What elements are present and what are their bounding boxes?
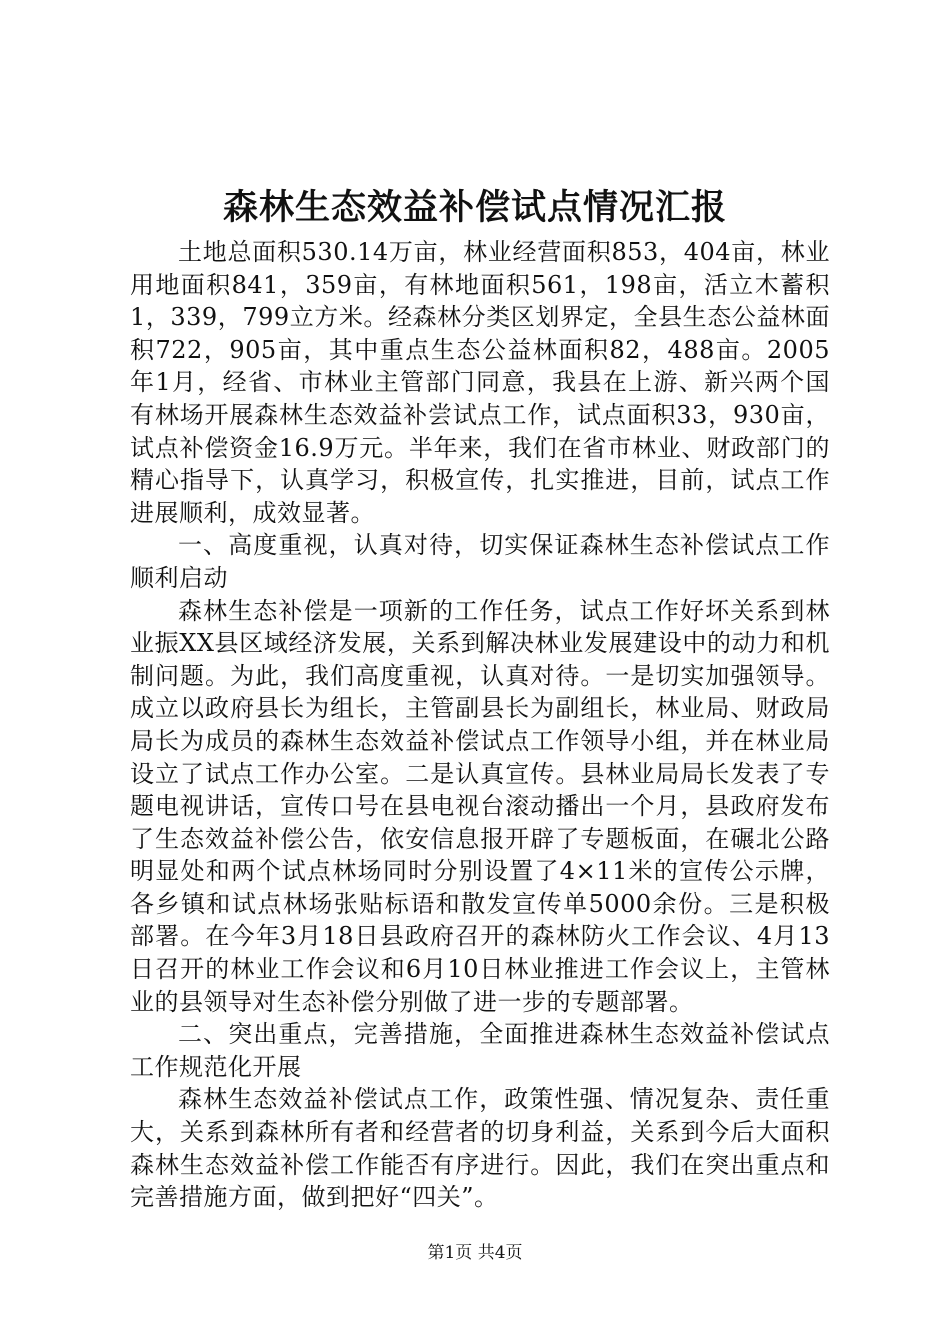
document-body — [130, 236, 830, 1214]
section-heading-1: 一、高度重视，认真对待，切实保证森林生态补偿试点工作顺利启动 — [130, 531, 830, 592]
paragraph-intro: 土地总面积530.14万亩，林业经营面积853，404亩，林业用地面积841，359亩，有林地面积561，198亩，活立木蓄积1，339，799立方米。经森林分类区划界定，全县生态公益林面积722，905亩，其中重点生态公益林面积82，488亩。2005年1月，经省、市林业主管部门同意，我县在上游、新兴两个国有林场开展森林生态效益补尝试点工作，试点面积33，930亩，试点补偿资金16.9万元。半年来，我们在省市林业、财政部门的精心指导下，认真学习，积极宣传，扎实推进，目前，试点工作进展顺利，成效显著。 — [130, 238, 830, 527]
page-footer: 第1页 共4页 — [427, 1243, 523, 1263]
section-heading-2: 二、突出重点，完善措施，全面推进森林生态效益补偿试点工作规范化开展 — [130, 1020, 830, 1081]
paragraph-section-2: 森林生态效益补偿试点工作，政策性强、情况复杂、责任重大，关系到森林所有者和经营者的切身利益，关系到今后大面积森林生态效益补偿工作能否有序进行。因此，我们在突出重点和完善措施方面，做到把好“四关”。 — [130, 1085, 830, 1212]
paragraph-section-1: 森林生态补偿是一项新的工作任务，试点工作好坏关系到林业振XX县区域经济发展，关系到解决林业发展建设中的动力和机制问题。为此，我们高度重视，认真对待。一是切实加强领导。成立以政府县长为组长，主管副县长为副组长，林业局、财政局局长为成员的森林生态效益补偿试点工作领导小组，并在林业局设立了试点工作办公室。二是认真宣传。县林业局局长发表了专题电视讲话，宣传口号在县电视台滚动播出一个月，县政府发布了生态效益补偿公告，依安信息报开辟了专题板面，在碾北公路明显处和两个试点林场同时分别设置了4×11米的宣传公示牌，各乡镇和试点林场张贴标语和散发宣传单5000余份。三是积极部署。在今年3月18日县政府召开的森林防火工作会议、4月13日召开的林业工作会议和6月10日林业推进工作会议上，主管林业的县领导对生态补偿分别做了进一步的专题部署。 — [130, 596, 830, 1016]
document-title: 森林生态效益补偿试点情况汇报 — [222, 187, 727, 228]
